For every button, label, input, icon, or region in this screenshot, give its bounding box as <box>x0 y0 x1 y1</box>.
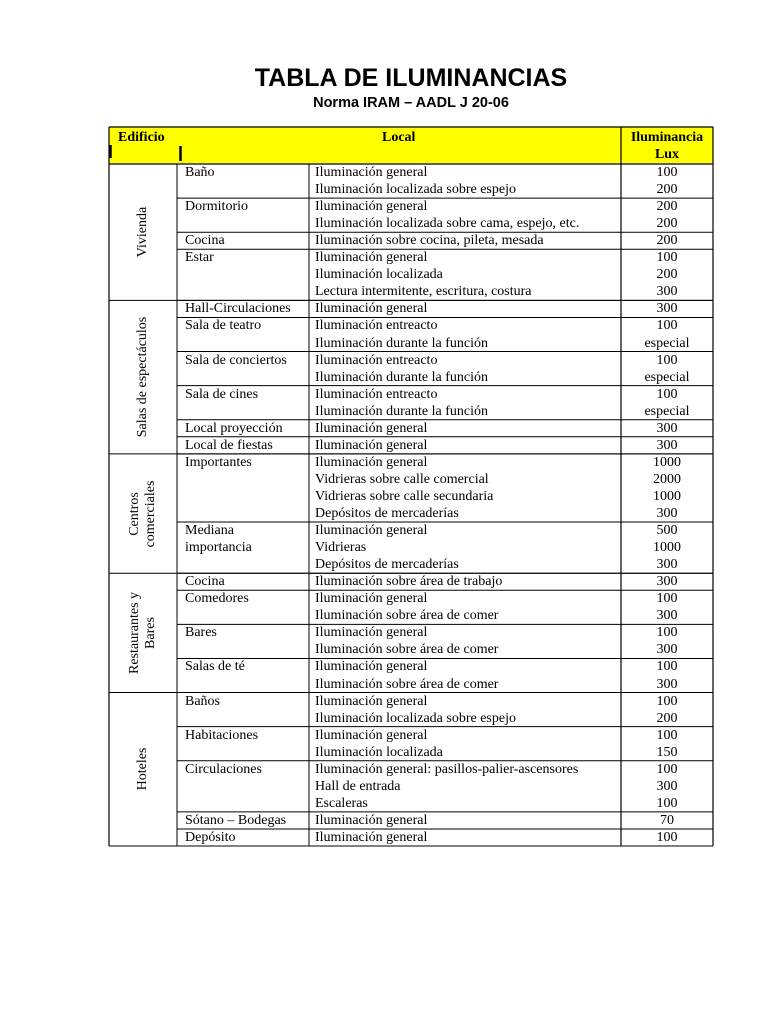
local-name: Hall-Circulaciones <box>185 301 291 317</box>
row-description: Iluminación general <box>315 812 428 828</box>
lux-value: 100 <box>656 386 678 402</box>
local-name: Depósito <box>185 829 236 845</box>
lux-value: especial <box>644 335 690 351</box>
local-name: Circulaciones <box>185 761 262 777</box>
edificio-label <box>135 317 151 438</box>
row-description: Iluminación entreacto <box>315 386 438 402</box>
row-description: Iluminación entreacto <box>315 318 438 334</box>
lux-value: 300 <box>656 506 678 521</box>
row-description: Iluminación general <box>315 199 428 215</box>
local-name: Sótano – Bodegas <box>185 812 287 828</box>
edificio-label-line: Bares <box>143 616 158 649</box>
local-name: Sala de teatro <box>185 318 262 334</box>
lux-value: especial <box>644 403 690 419</box>
local-name: Importantes <box>185 454 252 470</box>
lux-value: 100 <box>656 727 678 743</box>
document-title: TABLA DE ILUMINANCIAS <box>254 64 568 92</box>
row-description: Iluminación general <box>315 829 428 845</box>
lux-value: 300 <box>656 642 678 658</box>
row-description: Vidrieras sobre calle secundaria <box>315 488 494 504</box>
lux-value: 300 <box>656 778 678 794</box>
local-name: Mediana <box>185 523 234 539</box>
row-description: Hall de entrada <box>315 778 401 794</box>
edificio-label-line: comerciales <box>143 480 158 547</box>
lux-value: 200 <box>656 199 678 215</box>
document-subtitle: Norma IRAM – AADL J 20-06 <box>313 95 509 111</box>
row-description: Iluminación general <box>315 250 428 266</box>
row-description: Iluminación general <box>315 523 428 539</box>
row-description: Iluminación durante la función <box>315 369 488 385</box>
edificio-label <box>127 480 159 547</box>
row-description: Iluminación durante la función <box>315 335 488 351</box>
lux-value: 100 <box>656 352 678 368</box>
local-name: Baños <box>185 693 220 709</box>
lux-value: 70 <box>660 812 674 828</box>
edificio-label <box>135 748 151 791</box>
row-description: Iluminación sobre área de comer <box>315 608 499 624</box>
local-name: importancia <box>185 540 252 556</box>
lux-value: 300 <box>656 608 678 624</box>
row-description: Iluminación general <box>315 454 428 470</box>
lux-value: 1000 <box>653 454 681 470</box>
lux-value: 2000 <box>653 471 681 487</box>
row-description: Iluminación durante la función <box>315 403 488 419</box>
row-description: Iluminación general <box>315 727 428 743</box>
row-description: Iluminación general <box>315 693 428 709</box>
lux-value: 300 <box>656 284 678 300</box>
row-description: Iluminación localizada <box>315 267 443 283</box>
lux-value: 1000 <box>653 540 681 556</box>
lux-value: 200 <box>656 267 678 283</box>
lux-value: 100 <box>656 625 678 641</box>
local-name: Sala de conciertos <box>185 352 287 368</box>
row-description: Iluminación general <box>315 165 428 180</box>
row-description: Depósitos de mercaderías <box>315 557 459 573</box>
lux-value: 300 <box>656 437 678 453</box>
row-description: Iluminación general: pasillos-palier-ascensores <box>315 761 579 777</box>
local-name: Sala de cines <box>185 386 259 402</box>
lux-value: 200 <box>656 710 678 726</box>
local-name: Estar <box>185 250 214 266</box>
row-description: Vidrieras <box>315 540 367 556</box>
edificio-label <box>127 592 159 674</box>
lux-value: 100 <box>656 318 678 334</box>
row-description: Iluminación general <box>315 659 428 675</box>
local-name: Habitaciones <box>185 727 259 743</box>
lux-value: 300 <box>656 676 678 692</box>
lux-value: 100 <box>656 250 678 266</box>
row-description: Iluminación sobre cocina, pileta, mesada <box>315 233 544 249</box>
edificio-label-line: Salas de espectáculos <box>135 316 150 438</box>
header-edificio: Edificio <box>118 130 165 145</box>
edificio-label <box>135 207 151 257</box>
row-description: Iluminación general <box>315 437 428 453</box>
lux-value: 300 <box>656 301 678 317</box>
row-description: Iluminación general <box>315 625 428 641</box>
row-description: Iluminación general <box>315 420 428 436</box>
local-name: Cocina <box>185 574 225 590</box>
header-local: Local <box>382 130 416 145</box>
row-description: Iluminación localizada sobre cama, espejo, etc. <box>315 216 580 232</box>
header-iluminancia: Iluminancia <box>630 130 704 145</box>
edificio-label-line: Restaurantes y <box>127 591 142 674</box>
lux-value: especial <box>644 369 690 385</box>
local-name: Dormitorio <box>185 199 248 215</box>
edificio-label-line: Vivienda <box>135 206 150 258</box>
lux-value: 200 <box>656 182 678 198</box>
lux-value: 100 <box>656 761 678 777</box>
lux-value: 300 <box>656 574 678 590</box>
lux-value: 200 <box>656 216 678 232</box>
row-description: Iluminación sobre área de comer <box>315 642 499 658</box>
lux-value: 150 <box>656 744 678 760</box>
lux-value: 100 <box>656 795 678 811</box>
lux-value: 1000 <box>653 488 681 504</box>
lux-value: 500 <box>656 523 678 539</box>
row-description: Iluminación localizada sobre espejo <box>315 182 516 198</box>
lux-value: 300 <box>656 557 678 573</box>
lux-value: 100 <box>656 693 678 709</box>
row-description: Escaleras <box>315 795 368 811</box>
local-name: Cocina <box>185 233 225 249</box>
local-name: Baño <box>185 165 215 180</box>
lux-value: 100 <box>656 659 678 675</box>
row-description: Depósitos de mercaderías <box>315 506 459 521</box>
lux-value: 100 <box>656 165 678 180</box>
row-description: Iluminación general <box>315 591 428 607</box>
row-description: Iluminación sobre área de trabajo <box>315 574 503 590</box>
header-lux: Lux <box>654 147 680 162</box>
row-description: Iluminación entreacto <box>315 352 438 368</box>
lux-value: 300 <box>656 420 678 436</box>
lux-value: 100 <box>656 829 678 845</box>
lux-value: 200 <box>656 233 678 249</box>
row-description: Iluminación localizada <box>315 744 443 760</box>
edificio-label-line: Hoteles <box>135 747 150 791</box>
local-name: Local de fiestas <box>185 437 273 453</box>
local-name: Bares <box>185 625 217 641</box>
row-description: Vidrieras sobre calle comercial <box>315 471 489 487</box>
local-name: Salas de té <box>185 659 245 675</box>
local-name: Local proyección <box>185 420 283 436</box>
row-description: Lectura intermitente, escritura, costura <box>315 284 532 300</box>
row-description: Iluminación general <box>315 301 428 317</box>
local-name: Comedores <box>185 591 249 607</box>
lux-value: 100 <box>656 591 678 607</box>
edificio-label-line: Centros <box>127 491 142 536</box>
row-description: Iluminación sobre área de comer <box>315 676 499 692</box>
row-description: Iluminación localizada sobre espejo <box>315 710 516 726</box>
